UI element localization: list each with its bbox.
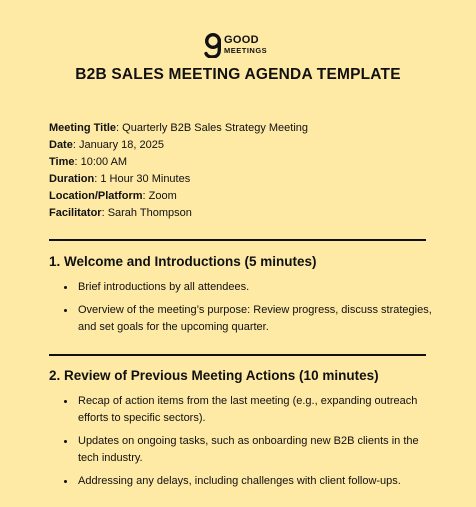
meta-value: : January 18, 2025 (72, 139, 164, 151)
meta-value: : Zoom (142, 190, 177, 202)
good-meetings-logo (203, 32, 267, 58)
section-heading-review: 2. Review of Previous Meeting Actions (10 minutes) (49, 368, 379, 383)
section-divider (49, 354, 426, 356)
meta-value: : 10:00 AM (74, 156, 128, 168)
list-item: Updates on ongoing tasks, such as onboarding new B2B clients in the tech industry. (62, 433, 432, 467)
page-title: B2B SALES MEETING AGENDA TEMPLATE (75, 66, 401, 83)
section-list-review (62, 393, 432, 496)
list-item: Overview of the meeting’s purpose: Review progress, discuss strategies, and set goals for the upcoming quarter. (62, 302, 432, 336)
list-item: Addressing any delays, including challenges with client follow-ups. (62, 473, 432, 490)
meta-location (49, 188, 308, 205)
meta-label: Meeting Title (49, 122, 117, 134)
meta-value: : 1 Hour 30 Minutes (94, 173, 191, 185)
meta-time (49, 154, 308, 171)
meta-date (49, 137, 308, 154)
g-logo-icon (203, 32, 223, 58)
meta-value: : Sarah Thompson (101, 207, 192, 219)
meta-value: : Quarterly B2B Sales Strategy Meeting (116, 122, 309, 134)
meta-label: Time (49, 156, 75, 168)
section-divider (49, 239, 426, 241)
meta-facilitator (49, 205, 308, 222)
meeting-details (49, 120, 308, 222)
list-item: Recap of action items from the last meeting (e.g., expanding outreach efforts to specific sectors). (62, 393, 432, 427)
section-list-welcome (62, 279, 432, 342)
logo-text-meetings: MEETINGS (224, 46, 268, 56)
meta-label: Date (49, 139, 73, 151)
list-item: Brief introductions by all attendees. (62, 279, 432, 296)
logo-wordmark (224, 35, 267, 55)
meta-label: Duration (49, 173, 95, 185)
meta-label: Location/Platform (49, 190, 143, 202)
meta-label: Facilitator (49, 207, 102, 219)
logo-text-good: GOOD (224, 34, 259, 47)
meta-meeting-title (49, 120, 308, 137)
meta-duration (49, 171, 308, 188)
section-heading-welcome: 1. Welcome and Introductions (5 minutes) (49, 254, 317, 269)
